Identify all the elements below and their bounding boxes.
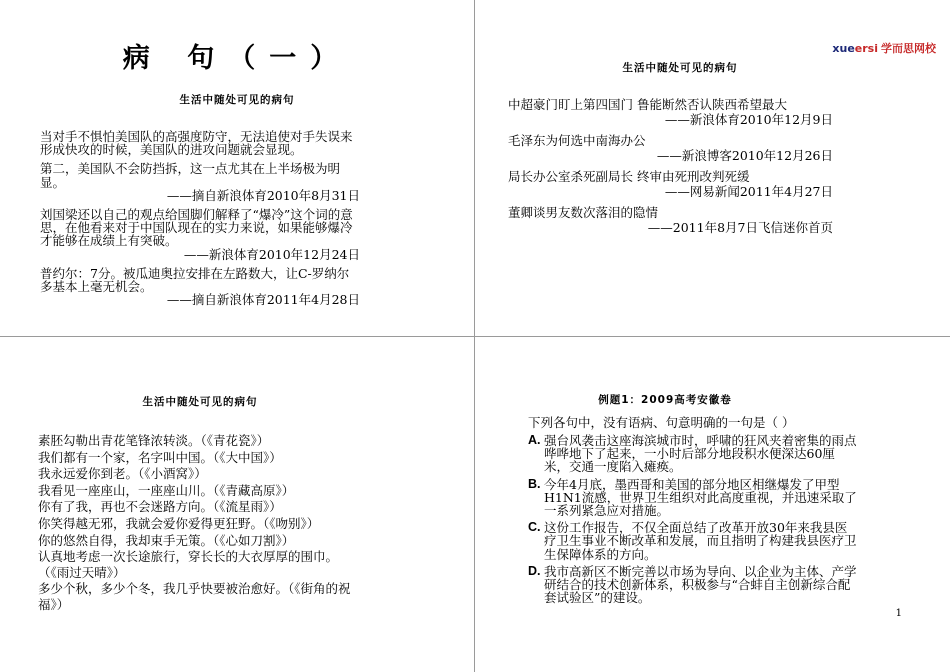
lyric-line: 我们都有一个家，名字叫中国。（《大中国》） xyxy=(38,449,282,465)
slide-body xyxy=(38,433,358,613)
slide-subtitle: 生活中随处可见的病句 xyxy=(142,396,258,408)
lyric-line: 认真地考虑一次长途旅行，穿长长的大衣厚厚的围巾。（《雨过天晴》） xyxy=(38,549,339,580)
question-stem: 下列各句中，没有语病、句意明确的一句是（ ） xyxy=(528,415,795,430)
example-sentence: 中超豪门盯上第四国门 鲁能断然否认陕西希望最大 xyxy=(508,97,787,112)
slide-body xyxy=(40,130,360,306)
source-citation: ——摘自新浪体育2010年8月31日 xyxy=(166,187,360,203)
option-text: 这份工作报告，不仅全面总结了改革开放30年来我县医疗卫生事业不断改革和发展，而且指明了构建我县医疗卫生保障体系的方向。 xyxy=(544,520,857,562)
slide-subtitle: 例题1：2009高考安徽卷 xyxy=(598,394,732,406)
option-list xyxy=(528,430,858,604)
example-sentence: 局长办公室杀死副局长 终审由死刑改判死缓 xyxy=(508,169,750,184)
source-citation: ——新浪体育2010年12月24日 xyxy=(183,246,360,262)
source-citation: ——摘自新浪体育2011年4月28日 xyxy=(166,292,360,308)
lyric-line: 我永远爱你到老。（《小酒窝》） xyxy=(38,466,207,482)
option-letter: A. xyxy=(528,433,541,447)
source-citation: ——新浪博客2010年12月26日 xyxy=(656,148,833,163)
option-text: 强台风袭击这座海滨城市时，呼啸的狂风夹着密集的雨点哗哗地下了起来，一小时后部分地段积水便深达60厘米，交通一度陷入瘫痪。 xyxy=(544,433,857,475)
answer-option xyxy=(528,478,858,518)
example-sentence: 第二，美国队不会防挡拆，这一点尤其在上半场极为明显。 xyxy=(40,161,341,190)
slide-subtitle: 生活中随处可见的病句 xyxy=(622,62,738,74)
option-text: 我市高新区不断完善以市场为导向、以企业为主体、产学研结合的技术创新体系，积极参与“合蚌自主创新综合配套试验区”的建设。 xyxy=(544,563,857,606)
slide-1 xyxy=(0,0,474,336)
example-sentence: 董卿谈男友数次落泪的隐情 xyxy=(508,205,659,220)
lyric-line: 我看见一座座山，一座座山川。（《青藏高原》） xyxy=(38,482,295,498)
xueersi-logo: xueersi 学而思网校 xyxy=(832,42,936,55)
answer-option xyxy=(528,434,858,474)
option-letter: D. xyxy=(528,563,541,578)
option-letter: B. xyxy=(528,476,541,491)
example-sentence: 普约尔：7分。被瓜迪奥拉安排在左路数大，让C-罗纳尔多基本上毫无机会。 xyxy=(40,265,350,295)
slide-3 xyxy=(0,337,474,672)
lyric-line: 多少个秋，多少个冬，我几乎快要被治愈好。（《街角的祝福》） xyxy=(38,581,351,612)
lyric-line: 素胚勾勒出青花笔锋浓转淡。（《青花瓷》） xyxy=(38,433,270,448)
source-citation: ——网易新闻2011年4月27日 xyxy=(664,184,833,199)
answer-option xyxy=(528,565,858,605)
example-sentence: 当对手不惧怕美国队的高强度防守，无法追使对手失误来形成快攻的时候，美国队的进攻问题就会显现。 xyxy=(40,129,353,158)
lyric-line: 你笑得越无邪，我就会爱你爱得更狂野。（《吻别》） xyxy=(38,515,320,531)
slide-subtitle: 生活中随处可见的病句 xyxy=(179,94,295,106)
option-text: 今年4月底，墨西哥和美国的部分地区相继爆发了甲型H1N1流感，世界卫生组织对此高度重视，并迅速采取了一系列紧急应对措施。 xyxy=(544,476,857,519)
source-citation: ——2011年8月7日飞信迷你首页 xyxy=(647,220,833,235)
lyric-line: 你有了我，再也不会迷路方向。（《流星雨》） xyxy=(38,499,282,515)
example-sentence: 毛泽东为何选中南海办公 xyxy=(508,133,646,148)
lyric-line: 你的悠然自得，我却束手无策。（《心如刀割》） xyxy=(38,532,295,548)
slide-title: 病 句（一） xyxy=(122,43,352,74)
answer-option xyxy=(528,521,858,561)
page-number: 1 xyxy=(895,608,902,619)
option-letter: C. xyxy=(528,520,541,535)
source-citation: ——新浪体育2010年12月9日 xyxy=(664,112,833,127)
example-sentence: 刘国梁还以自己的观点给国脚们解释了“爆冷”这个词的意思，在他看来对于中国队现在的实力来说，如果能够爆冷才能够在成绩上有突破。 xyxy=(40,207,353,249)
slide-2 xyxy=(475,0,950,336)
slide-body xyxy=(508,97,833,235)
